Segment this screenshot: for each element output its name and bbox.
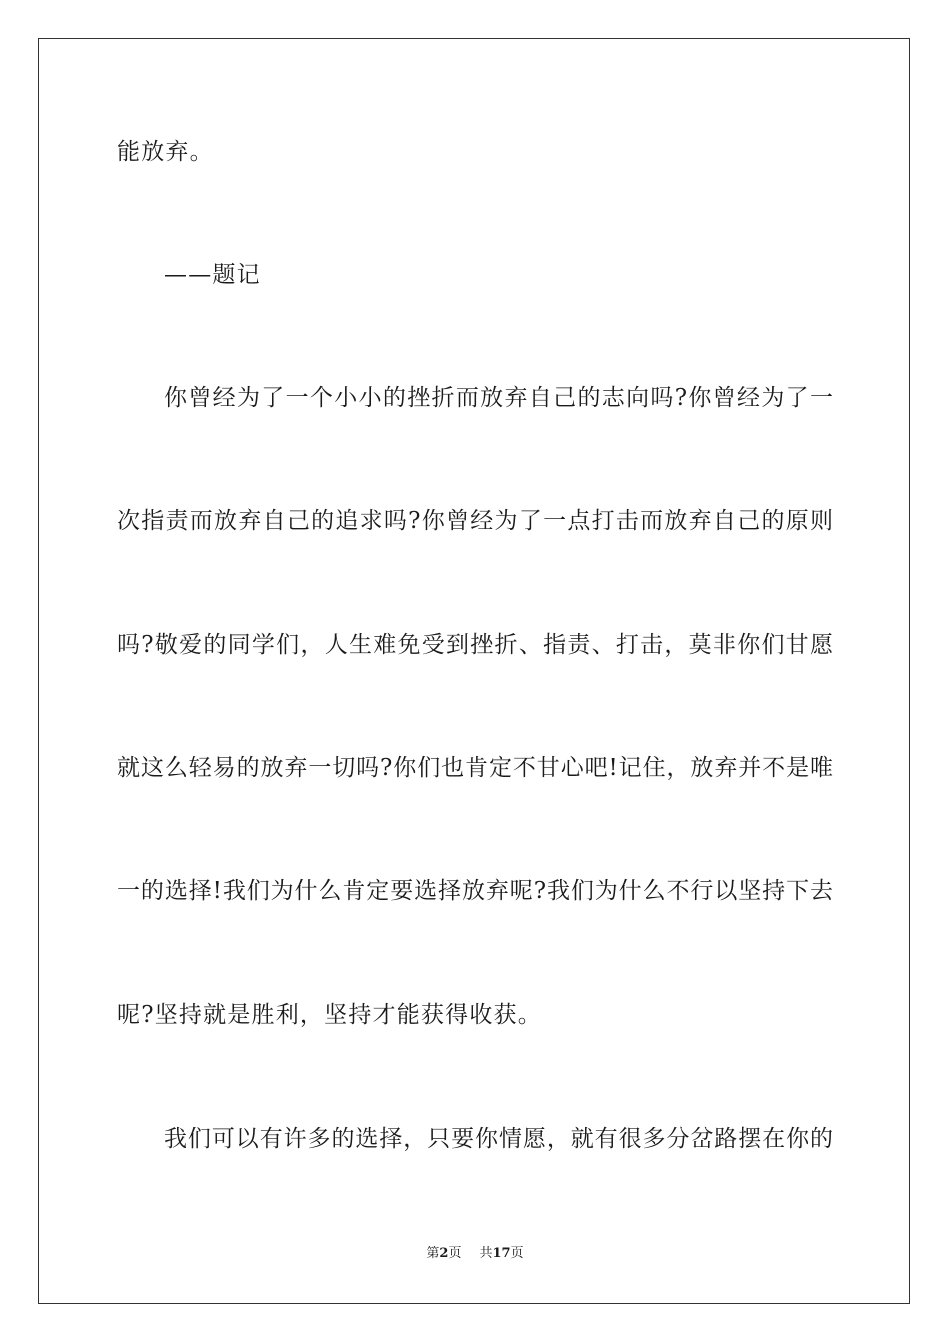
page-current: 2 [439, 1246, 449, 1261]
text-line-4: 次指责而放弃自己的追求吗?你曾经为了一点打击而放弃自己的原则 [117, 508, 833, 534]
text-line-6: 就这么轻易的放弃一切吗?你们也肯定不甘心吧!记住，放弃并不是唯 [117, 755, 833, 781]
page-prefix: 第 [426, 1246, 440, 1261]
page-border [38, 38, 910, 1304]
total-prefix: 共 [479, 1246, 493, 1261]
page-footer [0, 1245, 950, 1263]
total-suffix: 页 [510, 1246, 524, 1261]
page-total: 17 [492, 1246, 511, 1261]
text-line-7: 一的选择!我们为什么肯定要选择放弃呢?我们为什么不行以坚持下去 [117, 878, 833, 904]
text-line-3: 你曾经为了一个小小的挫折而放弃自己的志向吗?你曾经为了一 [164, 385, 833, 411]
text-line-1: 能放弃。 [117, 139, 214, 165]
text-line-5: 吗?敬爱的同学们，人生难免受到挫折、指责、打击，莫非你们甘愿 [117, 632, 833, 658]
epigraph-attribution: ——题记 [164, 262, 261, 288]
page-suffix: 页 [448, 1246, 462, 1261]
text-line-8: 呢?坚持就是胜利，坚持才能获得收获。 [117, 1002, 542, 1028]
text-line-9: 我们可以有许多的选择，只要你情愿，就有很多分岔路摆在你的 [164, 1126, 833, 1152]
